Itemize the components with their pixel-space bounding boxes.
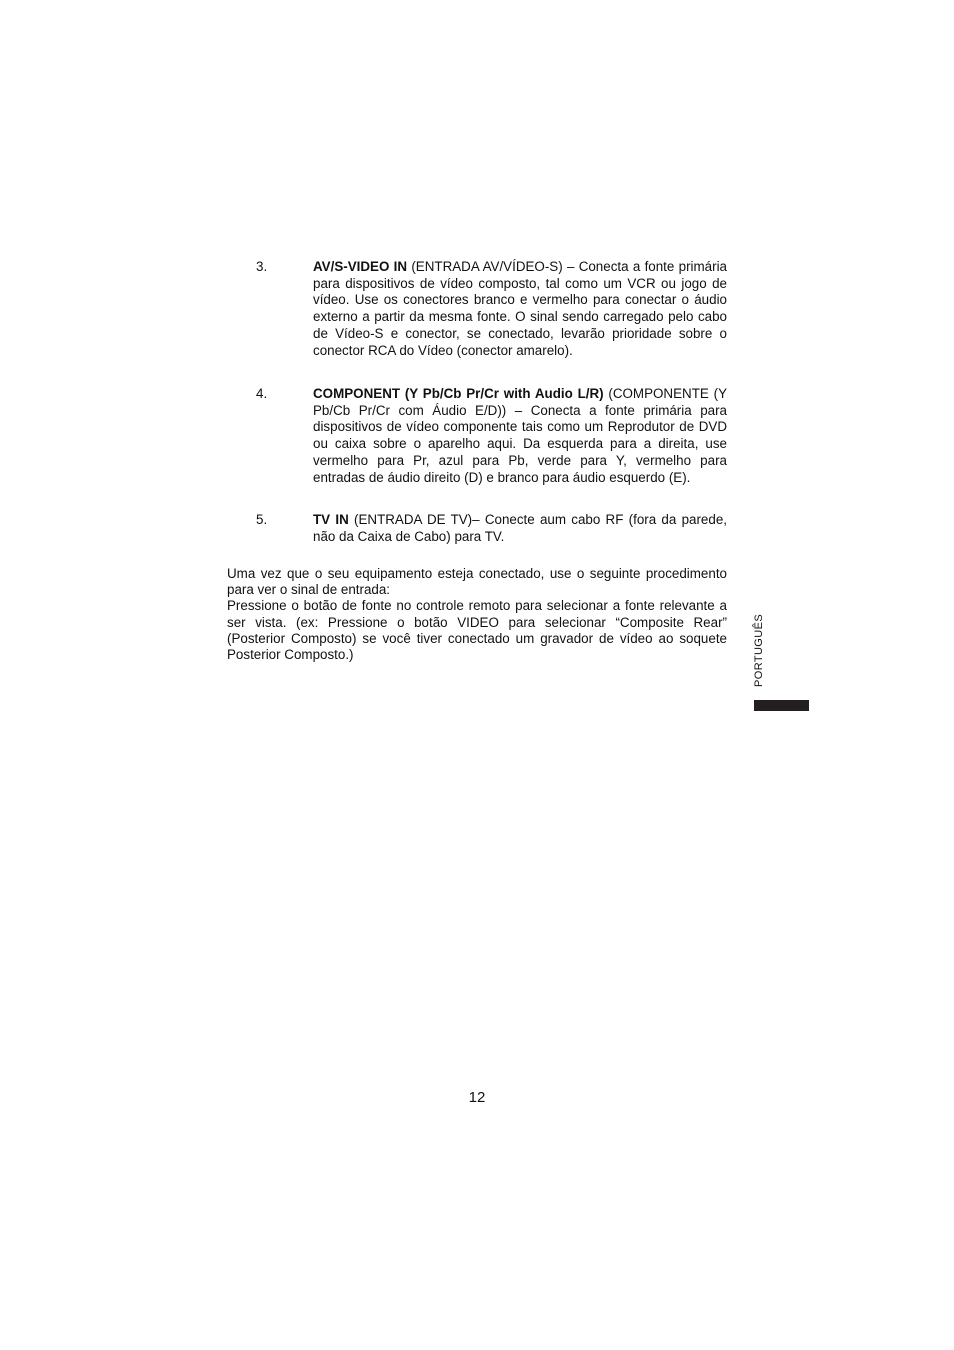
list-item-number: 3. bbox=[256, 259, 268, 274]
list-item-heading: AV/S-VIDEO IN bbox=[313, 259, 408, 274]
language-tab-label: PORTUGUÊS bbox=[753, 613, 765, 687]
list-item-heading: COMPONENT (Y Pb/Cb Pr/Cr with Audio L/R) bbox=[313, 386, 604, 401]
list-item-text: (ENTRADA AV/VÍDEO-S) – Conecta a fonte primária para dispositivos de vídeo composto, tal como um VCR ou jogo de vídeo. Use os conectores branco e vermelho para conectar o áudio externo a partir da mesma fonte. O sinal sendo carregado pelo cabo de Vídeo-S e conector, se conectado, levarão prioridade sobre o conector RCA do Vídeo (conector amarelo). bbox=[313, 259, 727, 358]
language-tab-marker bbox=[754, 700, 809, 711]
list-item-body bbox=[313, 512, 727, 545]
page-number: 12 bbox=[468, 1089, 486, 1106]
list-item-text: (COMPONENTE (Y Pb/Cb Pr/Cr com Áudio E/D)) – Conecta a fonte primária para dispositivos de vídeo componente tais como um Reprodutor de DVD ou caixa sobre o aparelho aqui. Da esquerda para a direita, use vermelho para Pr, azul para Pb, verde para Y, vermelho para entradas de áudio direito (D) e branco para áudio esquerdo (E). bbox=[313, 386, 727, 485]
instructions-intro: Uma vez que o seu equipamento esteja conectado, use o seguinte procedimento para ver o sinal de entrada: bbox=[227, 566, 727, 598]
list-item-body bbox=[313, 386, 727, 486]
list-item-text: (ENTRADA DE TV)– Conecte aum cabo RF (fora da parede, não da Caixa de Cabo) para TV. bbox=[313, 512, 727, 544]
instructions-step: Pressione o botão de fonte no controle remoto para selecionar a fonte relevante a ser vista. (ex: Pressione o botão VIDEO para selecionar “Composite Rear” (Posterior Composto) se você tiver conectado um gravador de vídeo ao soquete Posterior Composto.) bbox=[227, 598, 727, 663]
instructions-text bbox=[227, 566, 727, 663]
list-item-component bbox=[227, 386, 727, 486]
list-item-heading: TV IN bbox=[313, 512, 349, 527]
list-item-av-s-video-in bbox=[227, 259, 727, 359]
list-item-number: 4. bbox=[256, 386, 268, 401]
list-item-number: 5. bbox=[256, 512, 268, 527]
list-item-tv-in bbox=[227, 512, 727, 545]
list-item-body bbox=[313, 259, 727, 359]
